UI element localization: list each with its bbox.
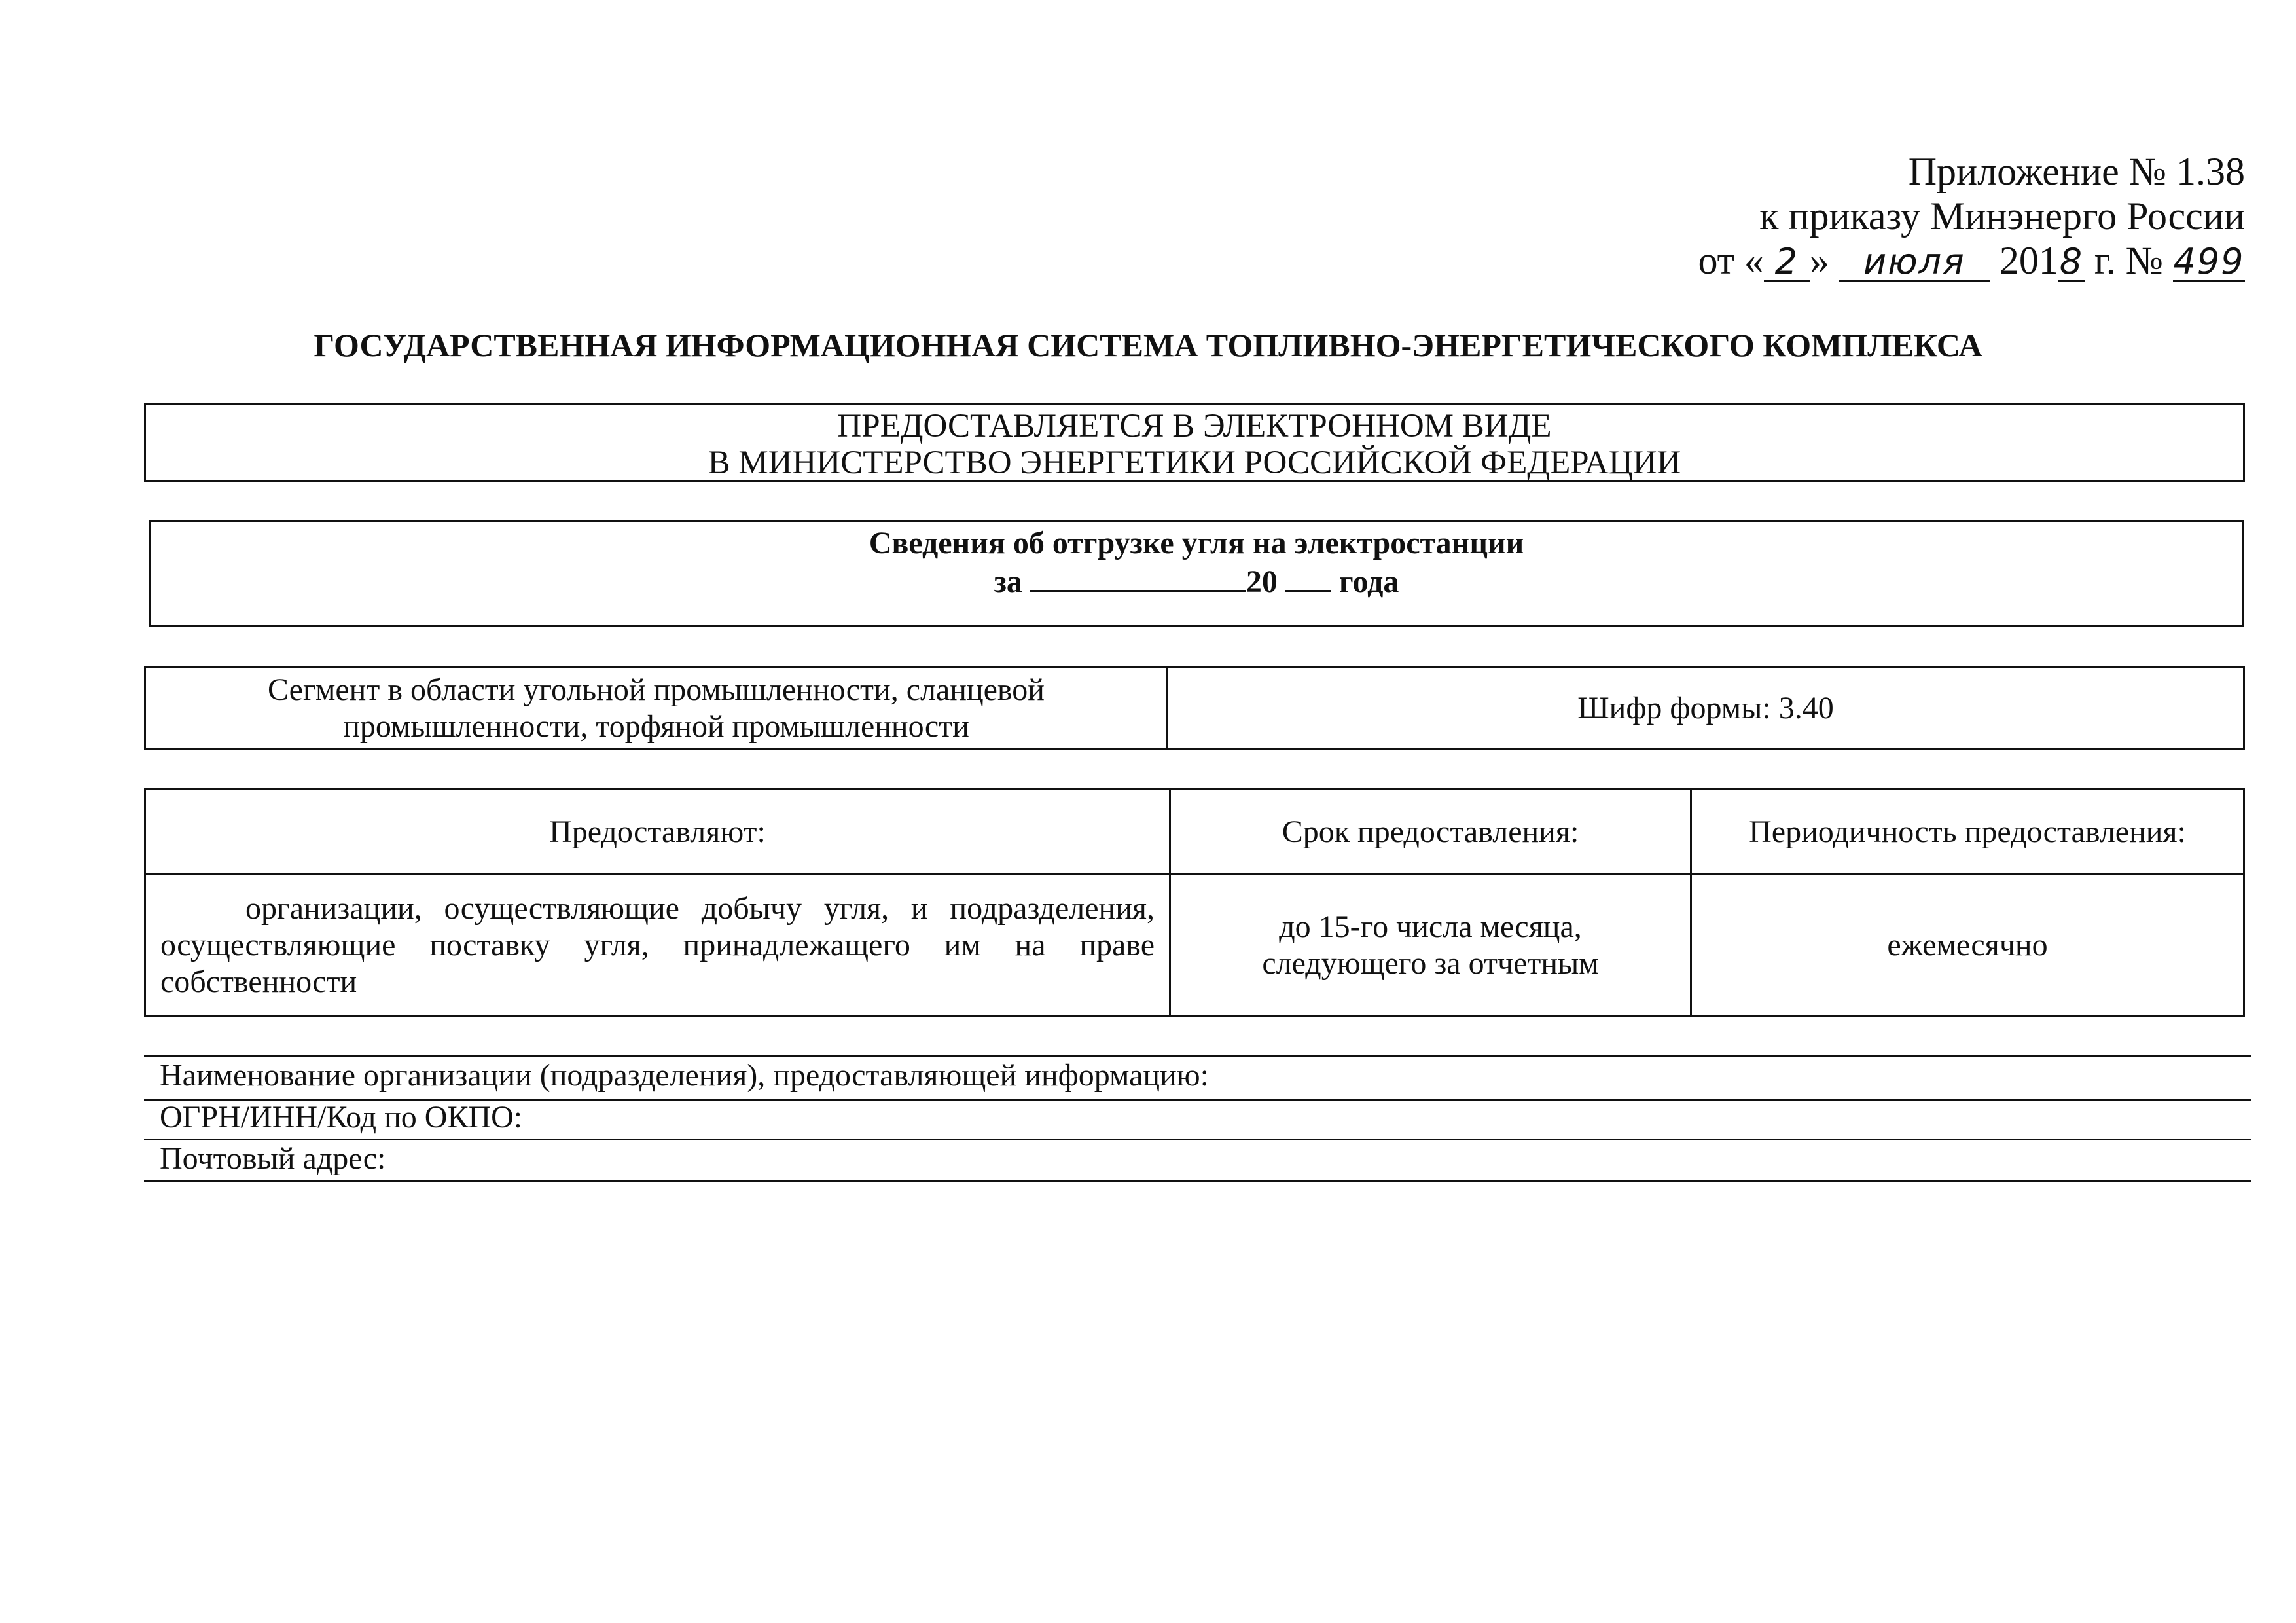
handwritten-number: 499 <box>2173 241 2245 282</box>
frequency-cell: ежемесячно <box>1691 875 2244 1017</box>
form-period <box>151 562 2242 601</box>
deadline-cell: до 15-го числа месяца, следующего за отчетным <box>1170 875 1691 1017</box>
org-ids-label: ОГРН/ИНН/Код по ОКПО: <box>160 1100 523 1135</box>
submission-line-2: В МИНИСТЕРСТВО ЭНЕРГЕТИКИ РОССИЙСКОЙ ФЕДЕРАЦИИ <box>708 445 1681 481</box>
segment-table <box>144 666 2245 750</box>
org-name-line <box>144 1055 2251 1101</box>
form-title: Сведения об отгрузке угля на электростанции <box>869 526 1524 560</box>
system-title: ГОСУДАРСТВЕННАЯ ИНФОРМАЦИОННАЯ СИСТЕМА ТОПЛИВНО-ЭНЕРГЕТИЧЕСКОГО КОМПЛЕКСА <box>314 327 1982 363</box>
header-frequency: Периодичность предоставления: <box>1691 790 2244 875</box>
submission-line-1: ПРЕДОСТАВЛЯЕТСЯ В ЭЛЕКТРОННОМ ВИДЕ <box>837 408 1552 445</box>
org-address-line <box>144 1140 2251 1182</box>
period-blank <box>1030 562 1246 592</box>
appendix-number: Приложение № 1.38 <box>1908 150 2245 193</box>
year-prefix: 201 <box>1999 239 2058 282</box>
submission-box <box>144 403 2245 482</box>
year-blank <box>1285 562 1331 592</box>
form-title-box <box>149 520 2244 627</box>
appendix-date-line <box>1538 238 2245 283</box>
appendix-order-ref: к приказу Минэнерго России <box>1759 194 2245 238</box>
period-suffix: года <box>1338 564 1399 599</box>
org-address-label: Почтовый адрес: <box>160 1141 386 1176</box>
period-year: 20 <box>1246 564 1278 599</box>
appendix-header <box>1538 149 2245 283</box>
period-prefix: за <box>994 564 1022 599</box>
segment-label: Сегмент в области угольной промышленности, сланцевой промышленности, торфяной промышленности <box>145 668 1168 750</box>
handwritten-year: 8 <box>2059 241 2084 282</box>
org-ids-line <box>144 1099 2251 1140</box>
who-text: организации, осуществляющие добычу угля, и подразделения, осуществляющие поставку угля, принадлежащего им на праве собственности <box>160 891 1155 999</box>
handwritten-day: 2 <box>1764 244 1810 282</box>
who-cell <box>145 875 1170 1017</box>
date-prefix: от « <box>1698 239 1764 282</box>
header-deadline: Срок предоставления: <box>1170 790 1691 875</box>
handwritten-month: июля <box>1839 244 1990 282</box>
header-who: Предоставляют: <box>145 790 1170 875</box>
date-mid: » <box>1809 239 1829 282</box>
form-code: Шифр формы: 3.40 <box>1168 668 2244 750</box>
number-prefix: г. № <box>2094 239 2163 282</box>
org-name-label: Наименование организации (подразделения), предоставляющей информацию: <box>160 1058 1209 1093</box>
submission-table <box>144 788 2245 1017</box>
